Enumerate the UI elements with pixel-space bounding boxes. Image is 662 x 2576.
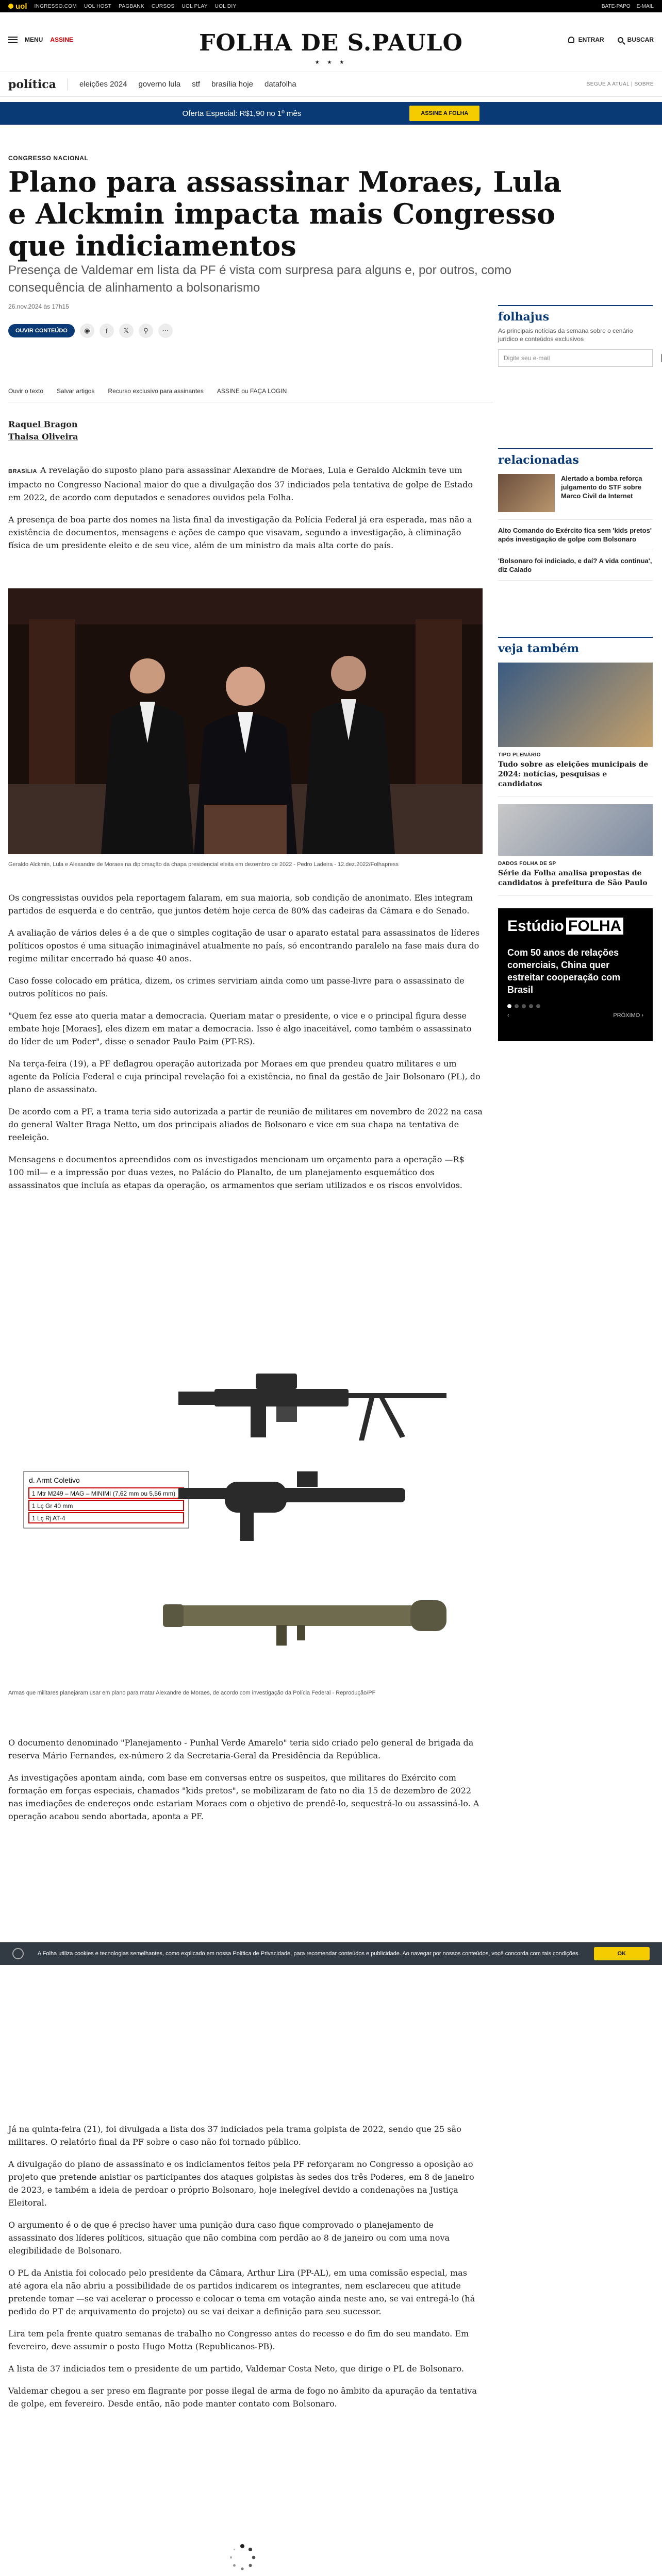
article-date: 26.nov.2024 às 17h15: [8, 303, 69, 310]
sidebar-newsletter: [498, 305, 653, 367]
weapons-illustration: [8, 1343, 483, 1683]
uol-email-link[interactable]: E-MAIL: [636, 3, 654, 9]
search-button[interactable]: BUSCAR: [618, 36, 654, 43]
photo-illustration: [8, 588, 483, 854]
weapons-box-row: 1 Lç Gr 40 mm: [32, 1502, 73, 1510]
carousel-next-button[interactable]: PRÓXIMO ›: [613, 1012, 643, 1019]
menu-button[interactable]: MENU: [25, 36, 43, 43]
uol-link[interactable]: UOL DIY: [214, 3, 237, 9]
estudio-text: Com 50 anos de relações comerciais, China quer estreitar cooperação com Brasil: [507, 947, 621, 995]
carousel-prev-button[interactable]: ‹: [507, 1012, 509, 1019]
nav-meta[interactable]: SEGUE A ATUAL | SOBRE: [586, 81, 654, 87]
offer-subscribe-button[interactable]: ASSINE A FOLHA: [409, 106, 479, 121]
related-item[interactable]: Alto Comando do Exército fica sem 'kids pretos' após investigação de golpe com Bolsonaro: [498, 520, 653, 550]
uol-right-links: [602, 4, 654, 9]
article-body-3: [8, 1736, 483, 1832]
uol-link[interactable]: INGRESSO.COM: [34, 3, 77, 9]
article-tools: [8, 387, 493, 402]
email-field[interactable]: Digite seu e-mail: [498, 349, 653, 367]
login-cta[interactable]: ASSINE ou FAÇA LOGIN: [217, 387, 287, 395]
article-headline: Plano para assassinar Moraes, Lula e Alckmin impacta mais Congresso que indiciamentos: [8, 165, 562, 262]
weapons-image[interactable]: [8, 1343, 483, 1683]
related-thumbnail: [498, 474, 555, 512]
article-body-2: [8, 891, 483, 1201]
paragraph: Os congressistas ouvidos pela reportagem falaram, em sua maioria, sob condição de anonimato. Eles integram partidos de esquerda e do centrão, que juntos detém hoje cerca de 80% das cadeiras da Câmara e do Senado.: [8, 893, 473, 916]
cookie-text: A Folha utiliza cookies e tecnologias semelhantes, como explicado em nossa Política de Privacidade, para recomendar conteúdos e publicidade. Ao navegar por nossos conteúdos, você concorda com tais condições.: [37, 1951, 580, 1957]
uol-links: [35, 4, 237, 9]
search-icon: [618, 37, 623, 43]
share-bar: [8, 324, 173, 338]
see-also-thumbnail[interactable]: [498, 804, 653, 856]
paragraph: Na terça-feira (19), a PF deflagrou operação autorizada por Moraes em que prendeu quatro militares e um agente da Polícia Federal e cuja principal revelação foi a existência, no final da gestão de Jair Bolsonaro (PL), do plano de assassinato.: [8, 1059, 481, 1094]
uol-dot-icon: [8, 4, 13, 9]
see-also-headline[interactable]: Série da Folha analisa propostas de candidatos à prefeitura de São Paulo: [498, 869, 653, 896]
newsletter-title: folhajus: [498, 305, 653, 324]
weapons-caption: Armas que militares planejaram usar em plano para matar Alexandre de Moraes, de acordo com investigação da Polícia Federal - Reprodução/PF: [8, 1690, 376, 1696]
related-item[interactable]: 'Bolsonaro foi indiciado, e daí? A vida continua', diz Caiado: [498, 550, 653, 581]
authors: [8, 418, 78, 443]
site-header: [0, 12, 662, 72]
article-lead: Presença de Valdemar em lista da PF é vista com surpresa para alguns e, por outros, como consequência de alinhamento a bolsonarismo: [8, 263, 512, 295]
sidebar-related: [498, 448, 653, 581]
sidebar-see-also: [498, 637, 653, 1041]
header-right: [568, 36, 654, 43]
paragraph: O argumento é o de que é preciso haver uma punição dura caso fique comprovado o planejamento de assassinato dos líderes políticos, situação que não combina com perdão ao 8 de janeiro ou com uma nova elegibilidade de Bolsonaro.: [8, 2220, 450, 2256]
uol-link[interactable]: CURSOS: [151, 3, 175, 9]
paragraph: "Quem fez esse ato queria matar a democracia. Queriam matar o presidente, o vice e o principal figura desse embate hoje [Moraes], eles dizem em matar a democracia. Isso é algo inaceitável, como também o assassinato do líder de um Poder", disse o senador Paulo Paim (PT-RS).: [8, 1011, 472, 1046]
paragraph: A lista de 37 indiciados tem o presidente de um partido, Valdemar Costa Neto, que dirige o PL de Bolsonaro.: [8, 2364, 464, 2374]
estudio-folha-ad[interactable]: [498, 908, 653, 1041]
author-name[interactable]: Raquel Bragon: [8, 419, 78, 429]
offer-banner: [0, 102, 662, 125]
user-icon: [568, 37, 574, 43]
paragraph: Mensagens e documentos apreendidos com os investigados mencionam um orçamento para a operação —R$ 100 mil— e a impressão por duas vezes, no Palácio do Planalto, de um planejamento esquemático dos assassinatos que incluía as etapas da operação, os armamentos que seriam utilizados e os riscos envolvidos.: [8, 1155, 465, 1190]
uol-logo[interactable]: uol: [8, 2, 27, 11]
article-kicker[interactable]: CONGRESSO NACIONAL: [8, 155, 89, 162]
cookie-ok-button[interactable]: OK: [594, 1947, 650, 1960]
listen-text-tool[interactable]: Ouvir o texto: [8, 387, 44, 395]
paragraph: O documento denominado "Planejamento - Punhal Verde Amarelo" teria sido criado pelo general de brigada da reserva Mário Fernandes, ex-número 2 da Secretaria-Geral da Presidência da República.: [8, 1738, 474, 1760]
see-also-title: veja também: [498, 637, 653, 655]
author-name[interactable]: Thaisa Oliveira: [8, 432, 78, 442]
x-icon[interactable]: 𝕏: [119, 324, 134, 338]
more-icon[interactable]: ⋯: [158, 324, 173, 338]
related-title: relacionadas: [498, 448, 653, 467]
weapons-box-row: 1 Mtr M249 – MAG – MINIMI (7,62 mm ou 5,56 mm): [32, 1490, 176, 1497]
offer-text: Oferta Especial: R$1,90 no 1º mês: [182, 109, 302, 118]
weapons-box-row: 1 Lç Rj AT-4: [32, 1515, 65, 1522]
logo-stars: ★ ★ ★: [315, 60, 347, 65]
uol-chat-link[interactable]: BATE-PAPO: [601, 3, 631, 9]
carousel-nav: [507, 1012, 643, 1019]
section-nav: [0, 72, 662, 97]
newsletter-text: As principais notícias da semana sobre o cenário jurídico e conteúdos exclusivos: [498, 327, 633, 343]
see-also-tag: TIPO PLENÁRIO: [498, 752, 541, 758]
paragraph: Caso fosse colocado em prática, dizem, os crimes serviriam ainda como um passe-livre para o assassinato de outros políticos no país.: [8, 976, 465, 998]
subscribe-link[interactable]: ASSINE: [50, 36, 74, 43]
subscriber-note: Recurso exclusivo para assinantes: [108, 387, 204, 395]
photo-caption: Geraldo Alckmin, Lula e Alexandre de Moraes na diplomação da chapa presidencial eleita em dezembro de 2022 - Pedro Ladeira - 12.dez.2022/Folhapress: [8, 861, 399, 868]
facebook-icon[interactable]: f: [100, 324, 114, 338]
see-also-tag: DADOS FOLHA DE SP: [498, 861, 556, 867]
uol-link[interactable]: PAGBANK: [119, 3, 144, 9]
loading-spinner-icon: [227, 2542, 258, 2573]
weapons-box-title: d. Armt Coletivo: [29, 1476, 80, 1484]
paragraph: A presença de boa parte dos nomes na lista final da investigação da Polícia Federal já era esperada, mas não a existência de documentos, mensagens e ações de campo que visavam, segundo a investigação, à eliminação física de um presidente eleito e de seu vice, além de um ministro da mais alta corte do país.: [8, 515, 472, 550]
section-title[interactable]: política: [8, 77, 56, 91]
article-body: [8, 464, 483, 561]
paragraph: A avaliação de vários deles é a de que o simples cogitação de usar o aparato estatal para assassinatos de líderes políticos opostos é uma situação inimaginável atualmente no país, só encontrando paralelo na fase mais dura do regime militar encerrado há quase 40 anos.: [8, 928, 480, 963]
carousel-dots: [507, 1004, 643, 1008]
article-photo[interactable]: [8, 588, 483, 854]
cookie-icon: [12, 1948, 24, 1959]
folha-logo[interactable]: FOLHA DE S.PAULO: [199, 30, 463, 56]
subsection-link[interactable]: governo lula: [138, 80, 181, 89]
whatsapp-icon[interactable]: ◉: [80, 324, 94, 338]
subsection-link[interactable]: datafolha: [264, 80, 296, 89]
uol-top-bar: [0, 0, 662, 12]
dateline: BRASÍLIA: [8, 468, 37, 474]
listen-button[interactable]: OUVIR CONTEÚDO: [8, 324, 75, 337]
save-tool[interactable]: Salvar artigos: [57, 387, 95, 395]
uol-link[interactable]: UOL PLAY: [181, 3, 208, 9]
see-also-headline[interactable]: Tudo sobre as eleições municipais de 2024: notícias, pesquisas e candidatos: [498, 760, 653, 797]
see-also-thumbnail[interactable]: [498, 663, 653, 747]
subsection-link[interactable]: stf: [192, 80, 201, 89]
uol-link[interactable]: UOL HOST: [84, 3, 112, 9]
paragraph: De acordo com a PF, a trama teria sido autorizada a partir de reunião de militares em novembro de 2022 na casa do general Walter Braga Netto, um dos principais aliados de Bolsonaro e vice em sua chapa na tentativa de reeleição.: [8, 1107, 483, 1142]
link-icon[interactable]: ⚲: [139, 324, 153, 338]
estudio-logo: Estúdio FOLHA: [507, 918, 643, 935]
paragraph: BRASÍLIA A revelação do suposto plano para assassinar Alexandre de Moraes, Lula e Geraldo Alckmin teve um impacto no Congresso Nacional maior do que a divulgação dos 37 indiciados pela tentativa de golpe de Estado em 2022, de acordo com deputados e senadores ouvidos pela Folha.: [8, 465, 473, 502]
cookie-bar: [0, 1942, 662, 1965]
paragraph: O PL da Anistia foi colocado pelo presidente da Câmara, Arthur Lira (PP-AL), em uma comissão especial, mas até agora ela não abriu a possibilidade de os partidos indicarem os integrantes, nem esclareceu que atitude pretende tomar —se vai acelerar o processo e colocar o tema em votação ainda neste ano, se vai entregá-lo (há pedido do PT de arquivamento do projeto) ou se vai deixar a definição para seu sucessor.: [8, 2268, 475, 2316]
login-button[interactable]: ENTRAR: [568, 36, 604, 43]
article-body-4: [8, 2123, 483, 2419]
subsection-link[interactable]: eleições 2024: [79, 80, 127, 89]
paragraph: As investigações apontam ainda, com base em conversas entre os suspeitos, que militares do Exército com formação em forças especiais, chamados "kids pretos", se mobilizaram de fato no dia 15 de dezembro de 2022 nas imediações de endereços onde estariam Moraes com o objetivo de prendê-lo, sequestrá-lo ou assassiná-lo. A operação acabou sendo abortada, aponta a PF.: [8, 1773, 479, 1821]
related-item[interactable]: Alertado a bomba reforça julgamento do STF sobre Marco Civil da Internet: [498, 474, 653, 520]
paragraph: Lira tem pela frente quatro semanas de trabalho no Congresso antes do recesso e do fim do seu mandato. Em fevereiro, deve assumir o posto Hugo Motta (Republicanos-PB).: [8, 2329, 469, 2351]
paragraph: A divulgação do plano de assassinato e os indiciamentos feitos pela PF reforçaram no Congresso a oposição ao projeto que pretende anistiar os participantes dos ataques golpistas às sedes dos três Poderes, em 8 de janeiro de 2023, e também a ideia de perdoar o próprio Bolsonaro, hoje inelegível devido a condenações na Justiça Eleitoral.: [8, 2159, 474, 2208]
paragraph: Valdemar chegou a ser preso em flagrante por posse ilegal de arma de fogo no âmbito da apuração da tentativa de golpe, em fevereiro. Desde então, não pode manter contato com Bolsonaro.: [8, 2386, 477, 2409]
subsection-link[interactable]: brasília hoje: [211, 80, 253, 89]
paragraph: Já na quinta-feira (21), foi divulgada a lista dos 37 indiciados pela trama golpista de 2022, sendo que 25 são militares. O relatório final da PF sobre o caso não foi tornado público.: [8, 2124, 461, 2147]
